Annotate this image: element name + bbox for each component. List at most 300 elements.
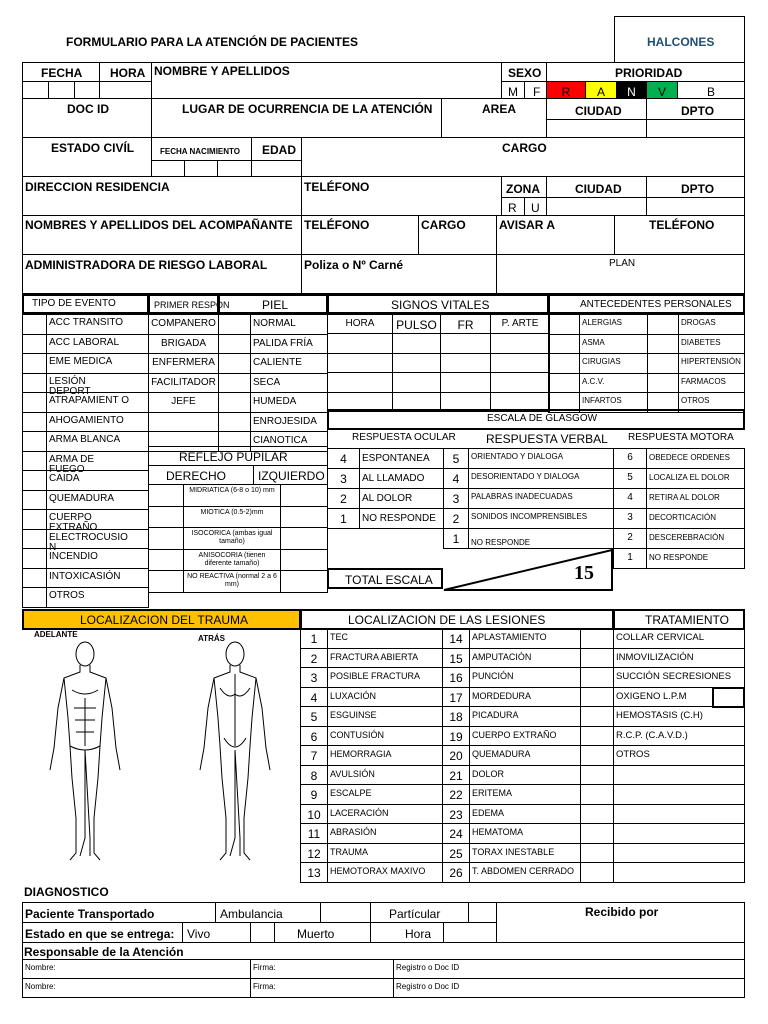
lesion-number: [300, 667, 328, 688]
verbal-score[interactable]: [443, 528, 469, 549]
lesion-number-label: 2: [310, 651, 318, 666]
lesion-option-label: TRAUMA: [330, 846, 368, 857]
ciudad-header: CIUDAD: [546, 98, 647, 120]
tratamiento-item[interactable]: [613, 823, 745, 844]
antec-item[interactable]: [678, 334, 745, 355]
signos-cell[interactable]: [440, 372, 491, 393]
lesion-number: [442, 667, 470, 688]
priority-b[interactable]: [677, 81, 745, 99]
lesion-number: [300, 823, 328, 844]
tipo-evento-item[interactable]: [46, 568, 149, 589]
pupilar-check-left[interactable]: [280, 570, 328, 593]
signos-cell[interactable]: [392, 392, 441, 413]
verbal-score[interactable]: [443, 508, 469, 529]
motora-option[interactable]: [646, 548, 745, 569]
antec-label: ASMA: [582, 337, 605, 347]
tratamiento-item[interactable]: [613, 648, 745, 669]
antec-item[interactable]: [678, 353, 745, 374]
lesion-option[interactable]: [469, 765, 581, 786]
lesion-number-label: 26: [449, 866, 463, 880]
lesion-option[interactable]: [327, 784, 443, 805]
lesion-number: [442, 687, 470, 708]
motora-score-label: 6: [627, 452, 633, 463]
antec-item[interactable]: [678, 314, 745, 335]
lesion-number-label: 4: [310, 690, 318, 705]
motora-option[interactable]: [646, 488, 745, 509]
piel-label: PALIDA FRÍA: [253, 337, 313, 349]
signos-cell[interactable]: [392, 333, 441, 354]
vivo-option[interactable]: Vivo: [182, 922, 251, 943]
tipo-evento-label: CUERPO EXTRAÑO: [49, 512, 98, 533]
tipo-evento-item[interactable]: [46, 334, 149, 355]
piel-check[interactable]: [218, 314, 251, 335]
tratamiento-item[interactable]: [613, 706, 745, 727]
pupilar-check-right[interactable]: [148, 506, 184, 529]
lesion-option[interactable]: [469, 804, 581, 825]
priority-v[interactable]: [646, 81, 678, 99]
verbal-score[interactable]: [443, 448, 469, 469]
pupilar-check-right[interactable]: [148, 549, 184, 572]
muerto-option[interactable]: Muerto: [274, 922, 371, 943]
lesion-number-label: 6: [310, 729, 318, 744]
ocular-score-label: 4: [340, 452, 347, 466]
acompanante-field[interactable]: NOMBRES Y APELLIDOS DEL ACOMPAÑANTE: [22, 215, 302, 255]
tipo-evento-item[interactable]: [46, 353, 149, 374]
verbal-score[interactable]: [443, 488, 469, 509]
lesion-option[interactable]: [469, 745, 581, 766]
verbal-option-label: NO RESPONDE: [471, 538, 531, 547]
lesion-check[interactable]: [580, 726, 614, 747]
tipo-evento-item[interactable]: [46, 548, 149, 569]
antec-item[interactable]: [579, 373, 648, 394]
tipo-evento-check[interactable]: [22, 314, 47, 335]
fecha-nacimiento-header: FECHA NACIMIENTO: [151, 137, 252, 161]
lesion-option-label: AMPUTACIÓN: [472, 651, 532, 662]
piel-item[interactable]: [250, 314, 328, 335]
docid-field[interactable]: DOC ID: [22, 98, 152, 138]
antec-check[interactable]: [647, 373, 679, 394]
signos-cell[interactable]: [490, 353, 550, 374]
ambulancia-check[interactable]: [320, 902, 371, 923]
primer-respon-label: FACILITADOR: [151, 376, 216, 388]
verbal-score[interactable]: [443, 468, 469, 489]
lesion-check[interactable]: [580, 765, 614, 786]
piel-item[interactable]: [250, 353, 328, 374]
lesion-check[interactable]: [580, 687, 614, 708]
tratamiento-item[interactable]: [613, 765, 745, 786]
verbal-option[interactable]: [468, 468, 614, 489]
signos-col-label: P. ARTE: [501, 318, 539, 329]
primer-respon-item[interactable]: [148, 334, 219, 355]
poliza-field[interactable]: Poliza o Nº Carné: [301, 254, 497, 294]
antec-item[interactable]: [579, 353, 648, 374]
lesion-option-label: TEC: [330, 632, 348, 642]
avisar-telefono-field[interactable]: TELÉFONO: [614, 215, 745, 255]
tipo-evento-item[interactable]: [46, 587, 149, 608]
particular-check[interactable]: [468, 902, 497, 923]
antec-check[interactable]: [548, 392, 580, 413]
lesion-number-label: 11: [307, 827, 321, 841]
lesion-number: [442, 628, 470, 649]
tipo-evento-check[interactable]: [22, 470, 47, 491]
motora-score[interactable]: [613, 508, 647, 529]
lesion-number-label: 15: [449, 651, 463, 666]
antec-check[interactable]: [647, 314, 679, 335]
lesion-number: [300, 648, 328, 669]
antec-check[interactable]: [647, 392, 679, 413]
motora-option-label: OBEDECE ORDENES: [649, 453, 730, 462]
tipo-evento-check[interactable]: [22, 412, 47, 433]
piel-label: HUMEDA: [253, 396, 297, 407]
signos-header: SIGNOS VITALES: [327, 294, 549, 314]
motora-score[interactable]: [613, 548, 647, 569]
lesion-option[interactable]: [327, 843, 443, 864]
antec-label: INFARTOS: [582, 396, 622, 405]
motora-score[interactable]: [613, 528, 647, 549]
lesion-option[interactable]: [469, 628, 581, 649]
ciudad2-field[interactable]: [546, 197, 647, 216]
piel-label: CALIENTE: [253, 357, 302, 368]
tipo-evento-item[interactable]: [46, 373, 149, 397]
signos-cell[interactable]: [327, 372, 393, 393]
ocular-option[interactable]: [359, 468, 444, 489]
ocular-score[interactable]: [327, 448, 360, 469]
lesion-option[interactable]: [327, 667, 443, 688]
pupilar-check-left[interactable]: [280, 484, 328, 507]
lesion-check[interactable]: [580, 706, 614, 727]
signos-cell[interactable]: [327, 392, 393, 413]
piel-check[interactable]: [218, 392, 251, 413]
ocular-option[interactable]: [359, 448, 444, 469]
piel-check[interactable]: [218, 353, 251, 374]
oxigeno-lpm-field[interactable]: [712, 687, 745, 708]
tipo-evento-item[interactable]: [46, 392, 149, 413]
motora-score[interactable]: [613, 448, 647, 469]
lesion-option[interactable]: [469, 687, 581, 708]
motora-option-label: DECORTICACIÓN: [649, 513, 716, 522]
edad-field[interactable]: [251, 160, 302, 177]
tratamiento-item[interactable]: [613, 745, 745, 766]
tipo-evento-item[interactable]: [46, 470, 149, 491]
antec-item[interactable]: [579, 314, 648, 335]
lesion-check[interactable]: [580, 648, 614, 669]
tipo-evento-check[interactable]: [22, 431, 47, 452]
verbal-option[interactable]: [468, 508, 614, 529]
ocular-score[interactable]: [327, 488, 360, 509]
lesion-check[interactable]: [580, 843, 614, 864]
tipo-evento-label: EME MEDICA: [49, 356, 113, 367]
acomp-cargo-field[interactable]: CARGO: [418, 215, 497, 255]
verbal-score-label: 2: [452, 512, 460, 526]
lesion-number: [300, 862, 328, 883]
motora-score[interactable]: [613, 488, 647, 509]
responsable-registro-1[interactable]: Registro o Doc ID: [393, 959, 745, 979]
tipo-evento-item[interactable]: [46, 490, 149, 511]
piel-check[interactable]: [218, 334, 251, 355]
antec-item[interactable]: [579, 334, 648, 355]
motora-option[interactable]: [646, 468, 745, 489]
signos-cell[interactable]: [392, 353, 441, 374]
pupilar-check-left[interactable]: [280, 549, 328, 572]
piel-check[interactable]: [218, 412, 251, 433]
cargo-field[interactable]: CARGO: [301, 137, 745, 177]
lesion-option[interactable]: [327, 706, 443, 727]
signos-cell[interactable]: [440, 392, 491, 413]
piel-item[interactable]: [250, 392, 328, 413]
primer-respon-item[interactable]: [148, 353, 219, 374]
motora-score-label: 1: [627, 552, 633, 563]
lesion-option[interactable]: [469, 726, 581, 747]
tipo-evento-check[interactable]: [22, 353, 47, 374]
tipo-evento-item[interactable]: [46, 412, 149, 433]
fnac-day[interactable]: [151, 160, 185, 177]
antec-check[interactable]: [647, 334, 679, 355]
priority-label: N: [627, 85, 636, 99]
area-field[interactable]: AREA: [441, 98, 547, 138]
tipo-evento-item[interactable]: [46, 529, 149, 553]
verbal-option[interactable]: [468, 448, 614, 469]
responsable-registro-2[interactable]: Registro o Doc ID: [393, 978, 745, 998]
lesion-option[interactable]: [327, 687, 443, 708]
fecha-month[interactable]: [48, 81, 75, 99]
signos-cell[interactable]: [440, 333, 491, 354]
arl-field[interactable]: ADMINISTRADORA DE RIESGO LABORAL: [22, 254, 302, 294]
tipo-evento-check[interactable]: [22, 548, 47, 569]
pupilar-label: MIOTICA (0.5-2)mm: [200, 508, 264, 516]
pupilar-check-left[interactable]: [280, 527, 328, 550]
pupilar-check-right[interactable]: [148, 527, 184, 550]
piel-item[interactable]: [250, 334, 328, 355]
primer-respon-item[interactable]: [148, 431, 219, 452]
piel-item[interactable]: [250, 373, 328, 394]
vivo-check[interactable]: [250, 922, 275, 943]
tratamiento-item[interactable]: [613, 862, 745, 883]
avisar-field[interactable]: AVISAR A: [496, 215, 615, 255]
antec-label: DROGAS: [681, 318, 716, 327]
direccion-field[interactable]: DIRECCION RESIDENCIA: [22, 176, 302, 216]
pupilar-item: [183, 484, 281, 507]
verbal-option-label: ORIENTADO Y DIALOGA: [471, 452, 564, 461]
lesion-option[interactable]: [469, 862, 581, 883]
tipo-evento-check[interactable]: [22, 373, 47, 394]
lesion-number-label: 9: [310, 788, 318, 802]
ocular-score-label: 2: [340, 492, 347, 506]
estado-civil-field[interactable]: ESTADO CIVÍL: [22, 137, 152, 177]
lesion-check[interactable]: [580, 628, 614, 649]
tipo-evento-check[interactable]: [22, 490, 47, 511]
lesion-option[interactable]: [469, 823, 581, 844]
antec-check[interactable]: [548, 353, 580, 374]
lesion-check[interactable]: [580, 862, 614, 883]
responsable-nombre-1[interactable]: Nombre:: [22, 959, 251, 979]
ocular-score[interactable]: [327, 468, 360, 489]
lesion-option[interactable]: [327, 648, 443, 669]
recibido-field[interactable]: Recibido por: [496, 902, 745, 943]
lesion-option-label: LUXACIÓN: [330, 690, 377, 701]
tipo-evento-check[interactable]: [22, 568, 47, 589]
piel-item[interactable]: [250, 412, 328, 433]
body-back-figure[interactable]: [190, 638, 280, 868]
responsable-firma-1[interactable]: Firma:: [250, 959, 394, 979]
lesion-number-label: 1: [310, 632, 318, 646]
tratamiento-item[interactable]: [613, 843, 745, 864]
signos-cell[interactable]: [490, 372, 550, 393]
lesion-check[interactable]: [580, 804, 614, 825]
tipo-evento-item[interactable]: [46, 509, 149, 533]
sexo-m[interactable]: M: [501, 81, 525, 99]
ocular-option-label: AL DOLOR: [362, 493, 413, 504]
piel-check[interactable]: [218, 373, 251, 394]
fnac-year[interactable]: [217, 160, 252, 177]
fnac-month[interactable]: [184, 160, 218, 177]
lesion-option[interactable]: [469, 648, 581, 669]
lesion-check[interactable]: [580, 823, 614, 844]
antec-check[interactable]: [548, 314, 580, 335]
dpto-field[interactable]: [646, 119, 745, 138]
particular-option[interactable]: Partícular: [370, 902, 469, 923]
glasgow-header: ESCALA DE GLASGOW: [327, 409, 745, 430]
plan-field[interactable]: PLAN: [496, 254, 745, 294]
piel-check[interactable]: [218, 431, 251, 452]
pupilar-check-right[interactable]: [148, 570, 184, 593]
antec-item[interactable]: [678, 392, 745, 413]
antec-item[interactable]: [579, 392, 648, 413]
pupilar-check-left[interactable]: [280, 506, 328, 529]
ocular-score[interactable]: [327, 508, 360, 529]
lugar-field[interactable]: LUGAR DE OCURRENCIA DE LA ATENCIÓN: [151, 98, 442, 138]
tipo-evento-check[interactable]: [22, 529, 47, 550]
priority-label: B: [706, 85, 715, 99]
tipo-evento-item[interactable]: [46, 314, 149, 335]
verbal-option[interactable]: [468, 488, 614, 509]
antec-item[interactable]: [678, 373, 745, 394]
primer-respon-item[interactable]: [148, 314, 219, 335]
pupilar-label: ANISOCORIA (tienen diferente tamaño): [198, 551, 266, 567]
tipo-evento-check[interactable]: [22, 509, 47, 530]
form-title: FORMULARIO PARA LA ATENCIÓN DE PACIENTES: [66, 35, 358, 49]
body-front-figure[interactable]: [40, 638, 130, 868]
lesion-option[interactable]: [327, 745, 443, 766]
lesion-option[interactable]: [469, 784, 581, 805]
antec-check[interactable]: [647, 353, 679, 374]
responsable-firma-2[interactable]: Firma:: [250, 978, 394, 998]
lesion-option-label: CUERPO EXTRAÑO: [472, 729, 557, 740]
lesion-option-label: EDEMA: [472, 807, 505, 818]
tipo-evento-item[interactable]: [46, 451, 149, 475]
lesion-option[interactable]: [327, 726, 443, 747]
fecha-year[interactable]: [74, 81, 100, 99]
tipo-evento-check[interactable]: [22, 334, 47, 355]
tipo-evento-item[interactable]: [46, 431, 149, 452]
ciudad2-header: CIUDAD: [546, 176, 647, 198]
tratamiento-item[interactable]: [613, 667, 745, 688]
zona-u[interactable]: U: [524, 197, 547, 216]
dpto2-header: DPTO: [646, 176, 745, 198]
tratamiento-label: OTROS: [616, 749, 650, 760]
lesion-number-label: 10: [307, 807, 321, 822]
sexo-f[interactable]: F: [524, 81, 547, 99]
lesion-option[interactable]: [327, 765, 443, 786]
signos-cell[interactable]: [440, 353, 491, 374]
ocular-option[interactable]: [359, 488, 444, 509]
tipo-evento-label: QUEMADURA: [49, 492, 115, 504]
lesion-number-label: 23: [449, 807, 463, 822]
fecha-day[interactable]: [22, 81, 49, 99]
tipo-evento-label: ARMA DE FUEGO: [49, 453, 95, 475]
piel-item[interactable]: [250, 431, 328, 452]
motora-option[interactable]: [646, 448, 745, 469]
tratamiento-item[interactable]: [613, 726, 745, 747]
fecha-header: FECHA: [22, 62, 100, 82]
verbal-option[interactable]: [468, 528, 614, 549]
lesion-option[interactable]: [327, 628, 443, 649]
motora-option[interactable]: [646, 528, 745, 549]
priority-n[interactable]: [616, 81, 647, 99]
priority-r[interactable]: [546, 81, 586, 99]
pupilar-check-right[interactable]: [148, 484, 184, 507]
signos-cell[interactable]: [392, 372, 441, 393]
lesion-number: [442, 843, 470, 864]
lesion-option[interactable]: [327, 804, 443, 825]
ambulancia-option[interactable]: Ambulancia: [215, 902, 321, 923]
antec-check[interactable]: [548, 334, 580, 355]
hora-field[interactable]: [99, 81, 152, 99]
tratamiento-item[interactable]: [613, 804, 745, 825]
tipo-evento-check[interactable]: [22, 587, 47, 608]
lesion-option[interactable]: [327, 862, 443, 883]
motora-option-label: RETIRA AL DOLOR: [649, 493, 720, 502]
primer-respon-item[interactable]: [148, 412, 219, 433]
lesion-check[interactable]: [580, 745, 614, 766]
signos-cell[interactable]: [490, 392, 550, 413]
ocular-option[interactable]: [359, 508, 444, 529]
tratamiento-item[interactable]: [613, 784, 745, 805]
ciudad-field[interactable]: [546, 119, 647, 138]
lesion-option[interactable]: [469, 843, 581, 864]
lesion-number-label: 22: [449, 788, 463, 802]
primer-respon-item[interactable]: [148, 373, 219, 394]
signos-cell[interactable]: [327, 353, 393, 374]
responsable-nombre-2[interactable]: Nombre:: [22, 978, 251, 998]
tipo-evento-check[interactable]: [22, 392, 47, 413]
lesion-option[interactable]: [469, 667, 581, 688]
adelante-label: ADELANTE: [34, 630, 78, 639]
hora-entrega-field[interactable]: [443, 922, 497, 943]
lesion-number-label: 25: [449, 846, 463, 861]
nombre-field[interactable]: NOMBRE Y APELLIDOS: [151, 62, 502, 99]
lesion-check[interactable]: [580, 784, 614, 805]
tratamiento-item[interactable]: [613, 628, 745, 649]
telefono-field[interactable]: TELÉFONO: [301, 176, 502, 216]
motora-option[interactable]: [646, 508, 745, 529]
total-escala-label: TOTAL ESCALA: [327, 568, 443, 589]
dpto2-field[interactable]: [646, 197, 745, 216]
zona-r[interactable]: R: [501, 197, 525, 216]
lesion-check[interactable]: [580, 667, 614, 688]
tipo-evento-check[interactable]: [22, 451, 47, 472]
signos-cell[interactable]: [490, 333, 550, 354]
lesion-option[interactable]: [327, 823, 443, 844]
primer-respon-item[interactable]: [148, 392, 219, 413]
acomp-telefono-field[interactable]: TELÉFONO: [301, 215, 419, 255]
verbal-option-label: SONIDOS INCOMPRENSIBLES: [471, 512, 588, 521]
antec-check[interactable]: [548, 373, 580, 394]
priority-a[interactable]: [585, 81, 617, 99]
motora-score[interactable]: [613, 468, 647, 489]
lesion-number-label: 17: [449, 690, 463, 705]
lesion-option[interactable]: [469, 706, 581, 727]
signos-cell[interactable]: [327, 333, 393, 354]
